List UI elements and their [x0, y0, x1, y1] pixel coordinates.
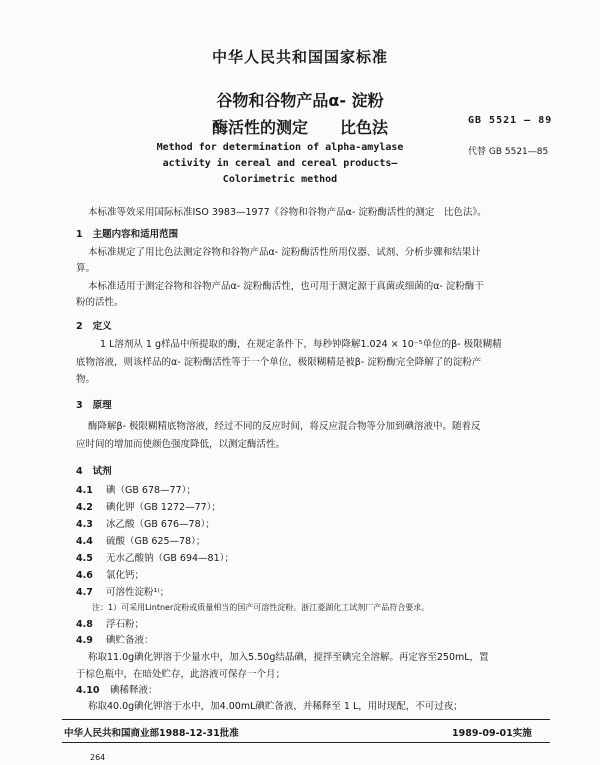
section-1-para-2-line-1: 本标准适用于测定谷物和谷物产品α- 淀粉酶活性，也可用于测定源于真菌或细菌的α- 淀粉酶干	[88, 281, 484, 292]
footer-rule-bottom	[62, 742, 550, 743]
title-en-line-1: Method for determination of alpha-amylase	[156, 142, 404, 153]
section-title: 试剂	[92, 466, 112, 477]
item-number: 4.4	[76, 536, 93, 547]
footer-rule-top	[62, 719, 550, 720]
item-text: 浮石粉；	[106, 619, 145, 630]
section-number: 4	[76, 466, 83, 477]
section-1-heading	[76, 226, 178, 240]
section-1-para-2-line-2: 粉的活性。	[76, 297, 124, 308]
section-2-para-line-1: 1 L溶剂从 1 g样品中所提取的酶，在规定条件下，每秒钟降解1.024 × 10⁻⁵单位的β- 极限糊精	[100, 339, 502, 350]
reagent-item	[76, 569, 144, 582]
section-3-para-line-2: 应时间的增加而使颜色强度降低，以测定酶活性。	[76, 439, 286, 450]
section-number: 2	[76, 321, 83, 332]
item-text: 氯化钙；	[106, 570, 145, 581]
item-text: 冰乙酸（GB 676—78）；	[106, 519, 215, 530]
section-3-para-line-1: 酶降解β- 极限糊精底物溶液，经过不同的反应时间，将反应混合物等分加到碘溶液中。随着反	[88, 421, 481, 432]
item-number: 4.8	[76, 619, 93, 630]
footnote: 注：1）可采用Lintner淀粉或质量相当的国产可溶性淀粉。浙江菱湖化工试剂厂产品符合要求。	[92, 603, 430, 612]
section-1-para-1-line-1: 本标准规定了用比色法测定谷物和谷物产品α- 淀粉酶活性所用仪器、试剂、分析步骤和结果计	[88, 247, 481, 258]
reagent-item	[76, 586, 169, 599]
reagent-item	[76, 518, 215, 531]
reagent-item	[76, 552, 234, 565]
issuing-organization: 中华人民共和国国家标准	[211, 48, 388, 66]
page-number: 264	[90, 753, 106, 762]
section-number: 1	[76, 229, 83, 240]
item-number: 4.3	[76, 519, 93, 530]
section-number: 3	[76, 400, 83, 411]
reagent-item	[76, 501, 221, 514]
item-number: 4.5	[76, 553, 93, 564]
item-text: 无水乙酸钠（GB 694—81）；	[106, 553, 234, 564]
reagent-item	[76, 634, 154, 647]
title-en-line-3: Colorimetric method	[222, 174, 338, 185]
item-text: 碘（GB 678—77）；	[106, 485, 196, 496]
section-title: 主题内容和适用范围	[92, 229, 179, 240]
title-cn-line-1: 谷物和谷物产品α- 淀粉	[216, 91, 384, 110]
item-number: 4.6	[76, 570, 93, 581]
effective-date: 1989-09-01实施	[452, 728, 532, 739]
reagent-item	[76, 618, 144, 631]
item-number: 4.7	[76, 587, 93, 598]
item-number: 4.2	[76, 502, 93, 513]
item-text: 硫酸（GB 625—78）；	[106, 536, 206, 547]
item-4-10-para: 称取40.0g碘化钾溶于水中，加4.00mL碘贮备液，并稀释至 1 L，用时现配，不可过夜；	[88, 701, 463, 712]
item-number: 4.1	[76, 485, 93, 496]
item-text: 可溶性淀粉¹⁾；	[106, 587, 170, 598]
section-2-para-line-3: 物。	[76, 374, 96, 385]
section-4-heading	[76, 463, 112, 477]
section-2-para-line-2: 底物溶液，则该样品的α- 淀粉酶活性等于一个单位，极限糊精是被β- 淀粉酶完全降解了的淀粉产	[76, 357, 482, 368]
intro-paragraph: 本标准等效采用国际标准ISO 3983—1977《谷物和谷物产品α- 淀粉酶活性的测定 比色法》。	[88, 207, 487, 218]
item-4-9-para-line-1: 称取11.0g碘化钾溶于少量水中，加入5.50g结晶碘，搅拌至碘完全溶解。再定容至250mL，置	[88, 652, 489, 663]
reagent-item	[76, 684, 158, 697]
replaces-standard: 代替 GB 5521—85	[468, 147, 549, 157]
title-cn-line-2: 酶活性的测定 比色法	[211, 118, 388, 137]
section-title: 原理	[92, 400, 112, 411]
item-text: 碘化钾（GB 1272—77）；	[106, 502, 221, 513]
section-3-heading	[76, 397, 112, 411]
item-4-9-para-line-2: 于棕色瓶中，在暗处贮存，此溶液可保存一个月；	[76, 669, 286, 680]
reagent-item	[76, 535, 205, 548]
item-text: 碘贮备液：	[106, 635, 154, 646]
item-number: 4.10	[76, 685, 100, 696]
item-number: 4.9	[76, 635, 93, 646]
section-title: 定义	[92, 321, 112, 332]
section-2-heading	[76, 318, 112, 332]
section-1-para-1-line-2: 算。	[76, 263, 96, 274]
title-en-line-2: activity in cereal and cereal products—	[162, 158, 398, 169]
standard-number: GB 5521 — 89	[468, 115, 553, 126]
reagent-item	[76, 484, 196, 497]
item-text: 碘稀释液：	[110, 685, 158, 696]
approval-date: 中华人民共和国商业部1988-12-31批准	[64, 728, 239, 739]
